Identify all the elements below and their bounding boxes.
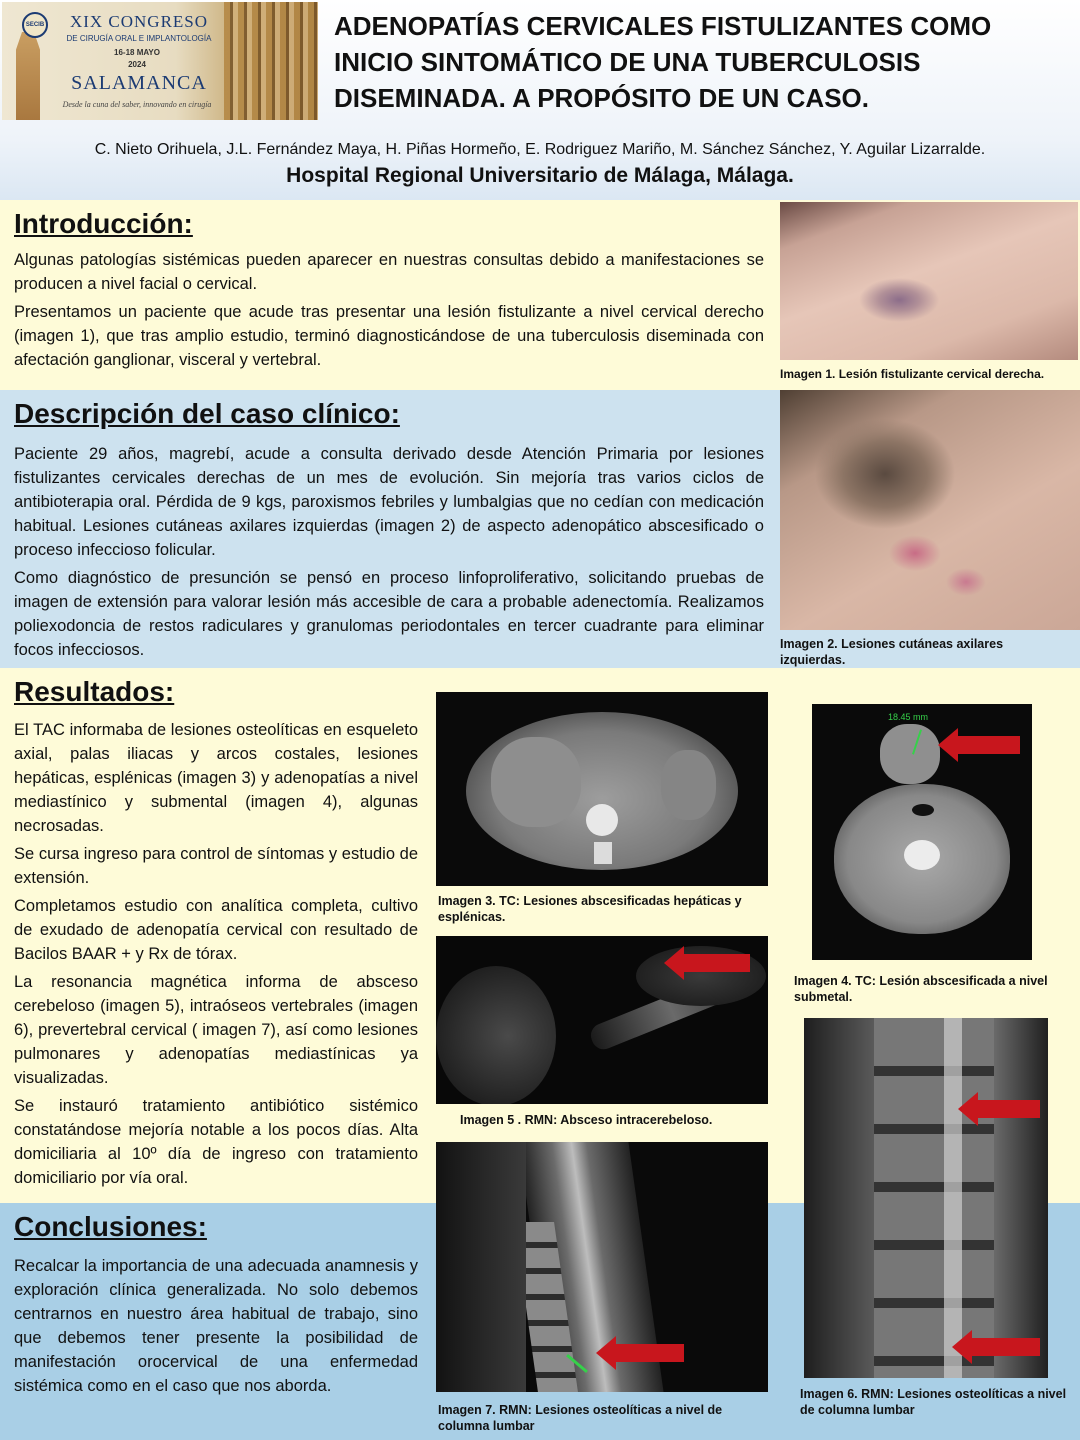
congress-logo <box>2 2 318 120</box>
image-2-axillary-lesions <box>780 390 1080 630</box>
results-paragraph-2: Se cursa ingreso para control de síntomas y estudio de extensión. <box>14 845 418 887</box>
results-body <box>14 718 418 1194</box>
poster-title: ADENOPATÍAS CERVICALES FISTULIZANTES COMO INICIO SINTOMÁTICO DE UNA TUBERCULOSIS DISEMINADA. A PROPÓSITO DE UN CASO. <box>334 11 992 113</box>
arrow-icon <box>616 1344 684 1362</box>
image-2-caption: Imagen 2. Lesiones cutáneas axilares izquierdas. <box>780 637 1004 667</box>
conclusions-heading: Conclusiones: <box>14 1211 207 1242</box>
results-heading: Resultados: <box>14 676 175 707</box>
image-7-caption: Imagen 7. RMN: Lesiones osteolíticas a nivel de columna lumbar <box>438 1403 723 1433</box>
measurement-label: 18.45 mm <box>888 712 929 722</box>
conclusions-body <box>14 1254 418 1402</box>
arrow-icon <box>684 954 750 972</box>
image-6-mri-lumbar <box>804 1018 1048 1378</box>
arrow-icon <box>978 1100 1040 1118</box>
image-4-caption: Imagen 4. TC: Lesión abscesificada a nivel submetal. <box>794 974 1048 1004</box>
arrow-icon <box>972 1338 1040 1356</box>
case-paragraph-1: Paciente 29 años, magrebí, acude a consulta derivado desde Atención Primaria por lesiones fistulizantes cervicales derechas de un mes de evolución. Sin mejoría tras varios ciclos de antibioterapia oral. Pérdida de 9 kgs, paroxismos febriles y lumbalgias que no cedían con medicación habitual. Lesiones cutáneas axilares izquierdas (imagen 2) de aspecto adenopático abscesificado o proceso infeccioso folicular. <box>14 445 764 559</box>
case-heading: Descripción del caso clínico: <box>14 398 400 429</box>
intro-body <box>14 248 764 376</box>
image-1-caption: Imagen 1. Lesión fistulizante cervical derecha. <box>780 367 1045 381</box>
logo-motto: Desde la cuna del saber, innovando en cirugía <box>62 100 212 109</box>
image-1-neck-lesion <box>780 202 1078 360</box>
logo-subtitle: DE CIRUGÍA ORAL E IMPLANTOLOGÍA <box>66 34 212 43</box>
case-paragraph-2: Como diagnóstico de presunción se pensó en proceso linfoproliferativo, solicitando pruebas de imagen de extensión para valorar lesión más accesible de cara a probable adenectomía. Realizamos poliexodoncia de restos radiculares y granulomas periodontales en tercer cuadrante para eliminar focos infecciosos. <box>14 569 764 659</box>
arrow-icon <box>958 736 1020 754</box>
results-paragraph-5: Se instauró tratamiento antibiótico sistémico constatándose mejoría notable a los pocos días. Alta domiciliaria al 10º día de ingreso con tratamiento domiciliario por vía oral. <box>14 1097 418 1187</box>
case-body <box>14 442 764 666</box>
society-badge: SECIB <box>22 12 48 38</box>
logo-dates: 16-18 MAYO <box>114 48 160 57</box>
logo-city: SALAMANCA <box>71 72 207 94</box>
image-5-caption: Imagen 5 . RMN: Absceso intracerebeloso. <box>460 1113 713 1127</box>
intro-paragraph-2: Presentamos un paciente que acude tras presentar una lesión fistulizante a nivel cervical derecho (imagen 1), que tras amplio estudio, terminó diagnosticándose de una tuberculosis diseminada con afectación ganglionar, visceral y vertebral. <box>14 303 764 369</box>
logo-congress-name: XIX CONGRESO <box>69 12 209 31</box>
results-paragraph-1: El TAC informaba de lesiones osteolíticas en esqueleto axial, palas iliacas y arcos costales, lesiones hepáticas, esplénicas (imagen 3) y adenopatías a nivel mediastínico y submental (imagen 4), algunas necrosadas. <box>14 721 418 835</box>
results-paragraph-3: Completamos estudio con analítica completa, cultivo de exudado de adenopatía cervical con resultado de Bacilos BAAR + y Rx de tórax. <box>14 897 418 963</box>
authors: C. Nieto Orihuela, J.L. Fernández Maya, H. Piñas Hormeño, E. Rodriguez Mariño, M. Sánchez Sánchez, Y. Aguilar Lizarralde. <box>94 141 986 158</box>
results-paragraph-4: La resonancia magnética informa de absceso cerebeloso (imagen 5), intraóseos vertebrales (imagen 6), prevertebral cervical ( imagen 7), así como lesiones pulmonares y adenopatías mediastínicas ya visualizadas. <box>14 973 418 1087</box>
conclusions-paragraph: Recalcar la importancia de una adecuada anamnesis y exploración clínica generalizada. No solo debemos centrarnos en nuestro área habitual de trabajo, sino que debemos tener presente la posibilidad de manifestación orocervical de una enfermedad sistémica como en el caso que nos aborda. <box>14 1257 418 1395</box>
image-6-caption: Imagen 6. RMN: Lesiones osteolíticas a nivel de columna lumbar <box>800 1387 1067 1417</box>
image-3-ct-abdomen <box>436 692 768 886</box>
intro-heading: Introducción: <box>14 208 193 239</box>
facade-graphic <box>224 2 318 120</box>
intro-paragraph-1: Algunas patologías sistémicas pueden aparecer en nuestras consultas debido a manifestaciones se producen a nivel facial o cervical. <box>14 251 764 293</box>
image-3-caption: Imagen 3. TC: Lesiones abscesificadas hepáticas y esplénicas. <box>438 894 742 924</box>
hospital: Hospital Regional Universitario de Málaga, Málaga. <box>286 164 794 187</box>
logo-year: 2024 <box>128 60 146 69</box>
